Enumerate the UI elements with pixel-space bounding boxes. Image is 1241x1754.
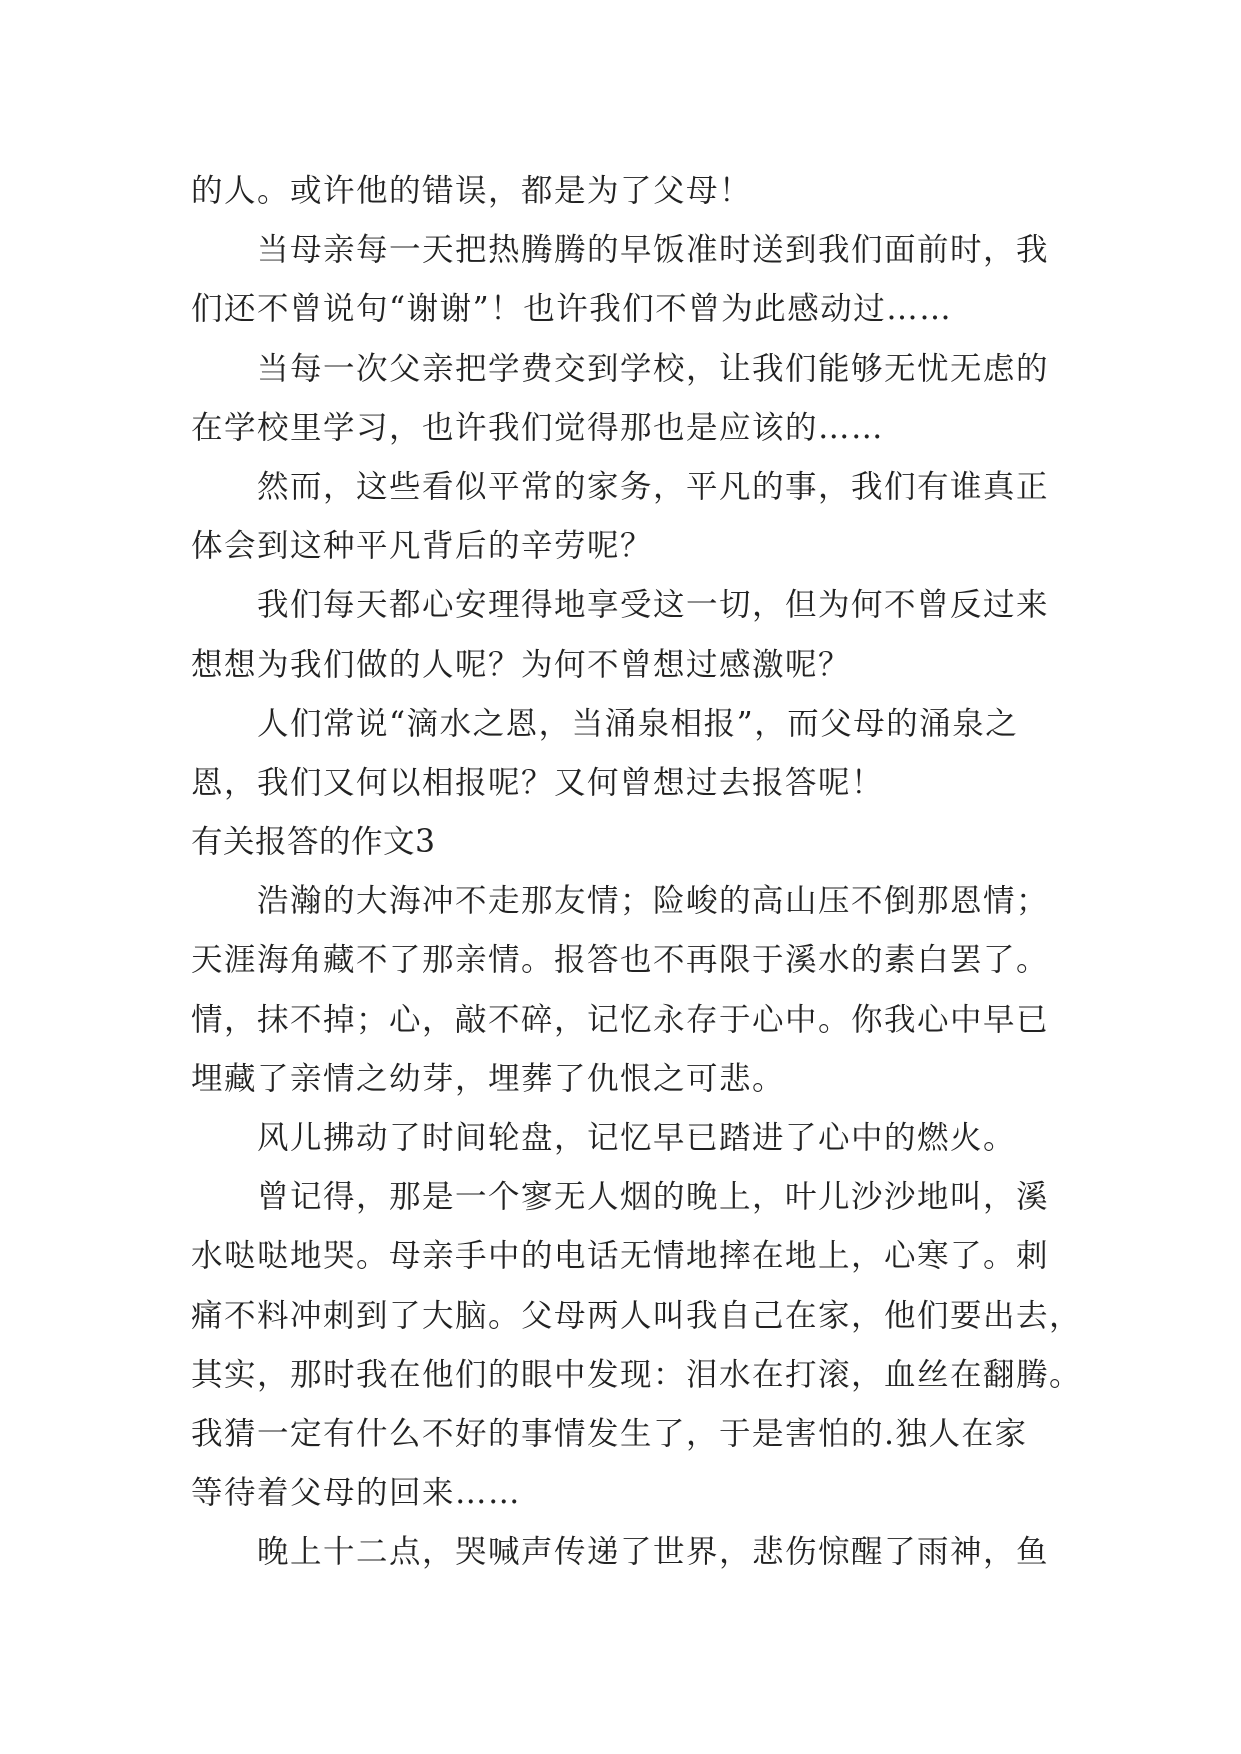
- paragraph-start-line: 当每一次父亲把学费交到学校，让我们能够无忧无虑的: [257, 350, 1050, 387]
- text-line: 恩，我们又何以相报呢？又何曾想过去报答呢！: [191, 764, 885, 801]
- text-line: 在学校里学习，也许我们觉得那也是应该的……: [191, 409, 885, 446]
- paragraph-start-line: 然而，这些看似平常的家务，平凡的事，我们有谁真正: [257, 468, 1050, 505]
- paragraph-start-line: 人们常说“滴水之恩，当涌泉相报”，而父母的涌泉之: [257, 705, 1019, 742]
- paragraph-start-line: 浩瀚的大海冲不走那友情；险峻的高山压不倒那恩情；: [257, 883, 1050, 920]
- text-line: 体会到这种平凡背后的辛劳呢？: [191, 528, 654, 565]
- text-line: 想想为我们做的人呢？为何不曾想过感激呢？: [191, 646, 852, 683]
- essay-body: [191, 162, 1083, 1583]
- text-line: 们还不曾说句“谢谢”！也许我们不曾为此感动过……: [191, 291, 953, 328]
- section-heading: 有关报答的作文3: [191, 824, 436, 861]
- text-line: 其实，那时我在他们的眼中发现：泪水在打滚，血丝在翻腾。: [191, 1356, 1083, 1393]
- text-line: 埋藏了亲情之幼芽，埋葬了仇恨之可悲。: [191, 1060, 786, 1097]
- text-line: 的人。或许他的错误，都是为了父母！: [191, 173, 753, 209]
- text-line: 我猜一定有什么不好的事情发生了，于是害怕的.独人在家: [191, 1415, 1028, 1452]
- text-line: 天涯海角藏不了那亲情。报答也不再限于溪水的素白罢了。: [191, 942, 1050, 979]
- text-line: 痛不料冲刺到了大脑。父母两人叫我自己在家，他们要出去，: [191, 1297, 1083, 1334]
- text-line: 情，抹不掉；心，敲不碎，记忆永存于心中。你我心中早已: [191, 1001, 1050, 1038]
- paragraph-start-line: 晚上十二点，哭喊声传递了世界，悲伤惊醒了雨神，鱼: [257, 1534, 1050, 1571]
- paragraph-start-line: 我们每天都心安理得地享受这一切，但为何不曾反过来: [257, 587, 1050, 624]
- paragraph-start-line: 曾记得，那是一个寥无人烟的晚上，叶儿沙沙地叫，溪: [257, 1179, 1050, 1216]
- text-line: 等待着父母的回来……: [191, 1475, 522, 1512]
- paragraph-start-line: 当母亲每一天把热腾腾的早饭准时送到我们面前时，我: [257, 232, 1050, 269]
- text-line: 水哒哒地哭。母亲手中的电话无情地摔在地上，心寒了。刺: [191, 1238, 1050, 1275]
- paragraph-start-line: 风儿拂动了时间轮盘，记忆早已踏进了心中的燃火。: [257, 1120, 1017, 1156]
